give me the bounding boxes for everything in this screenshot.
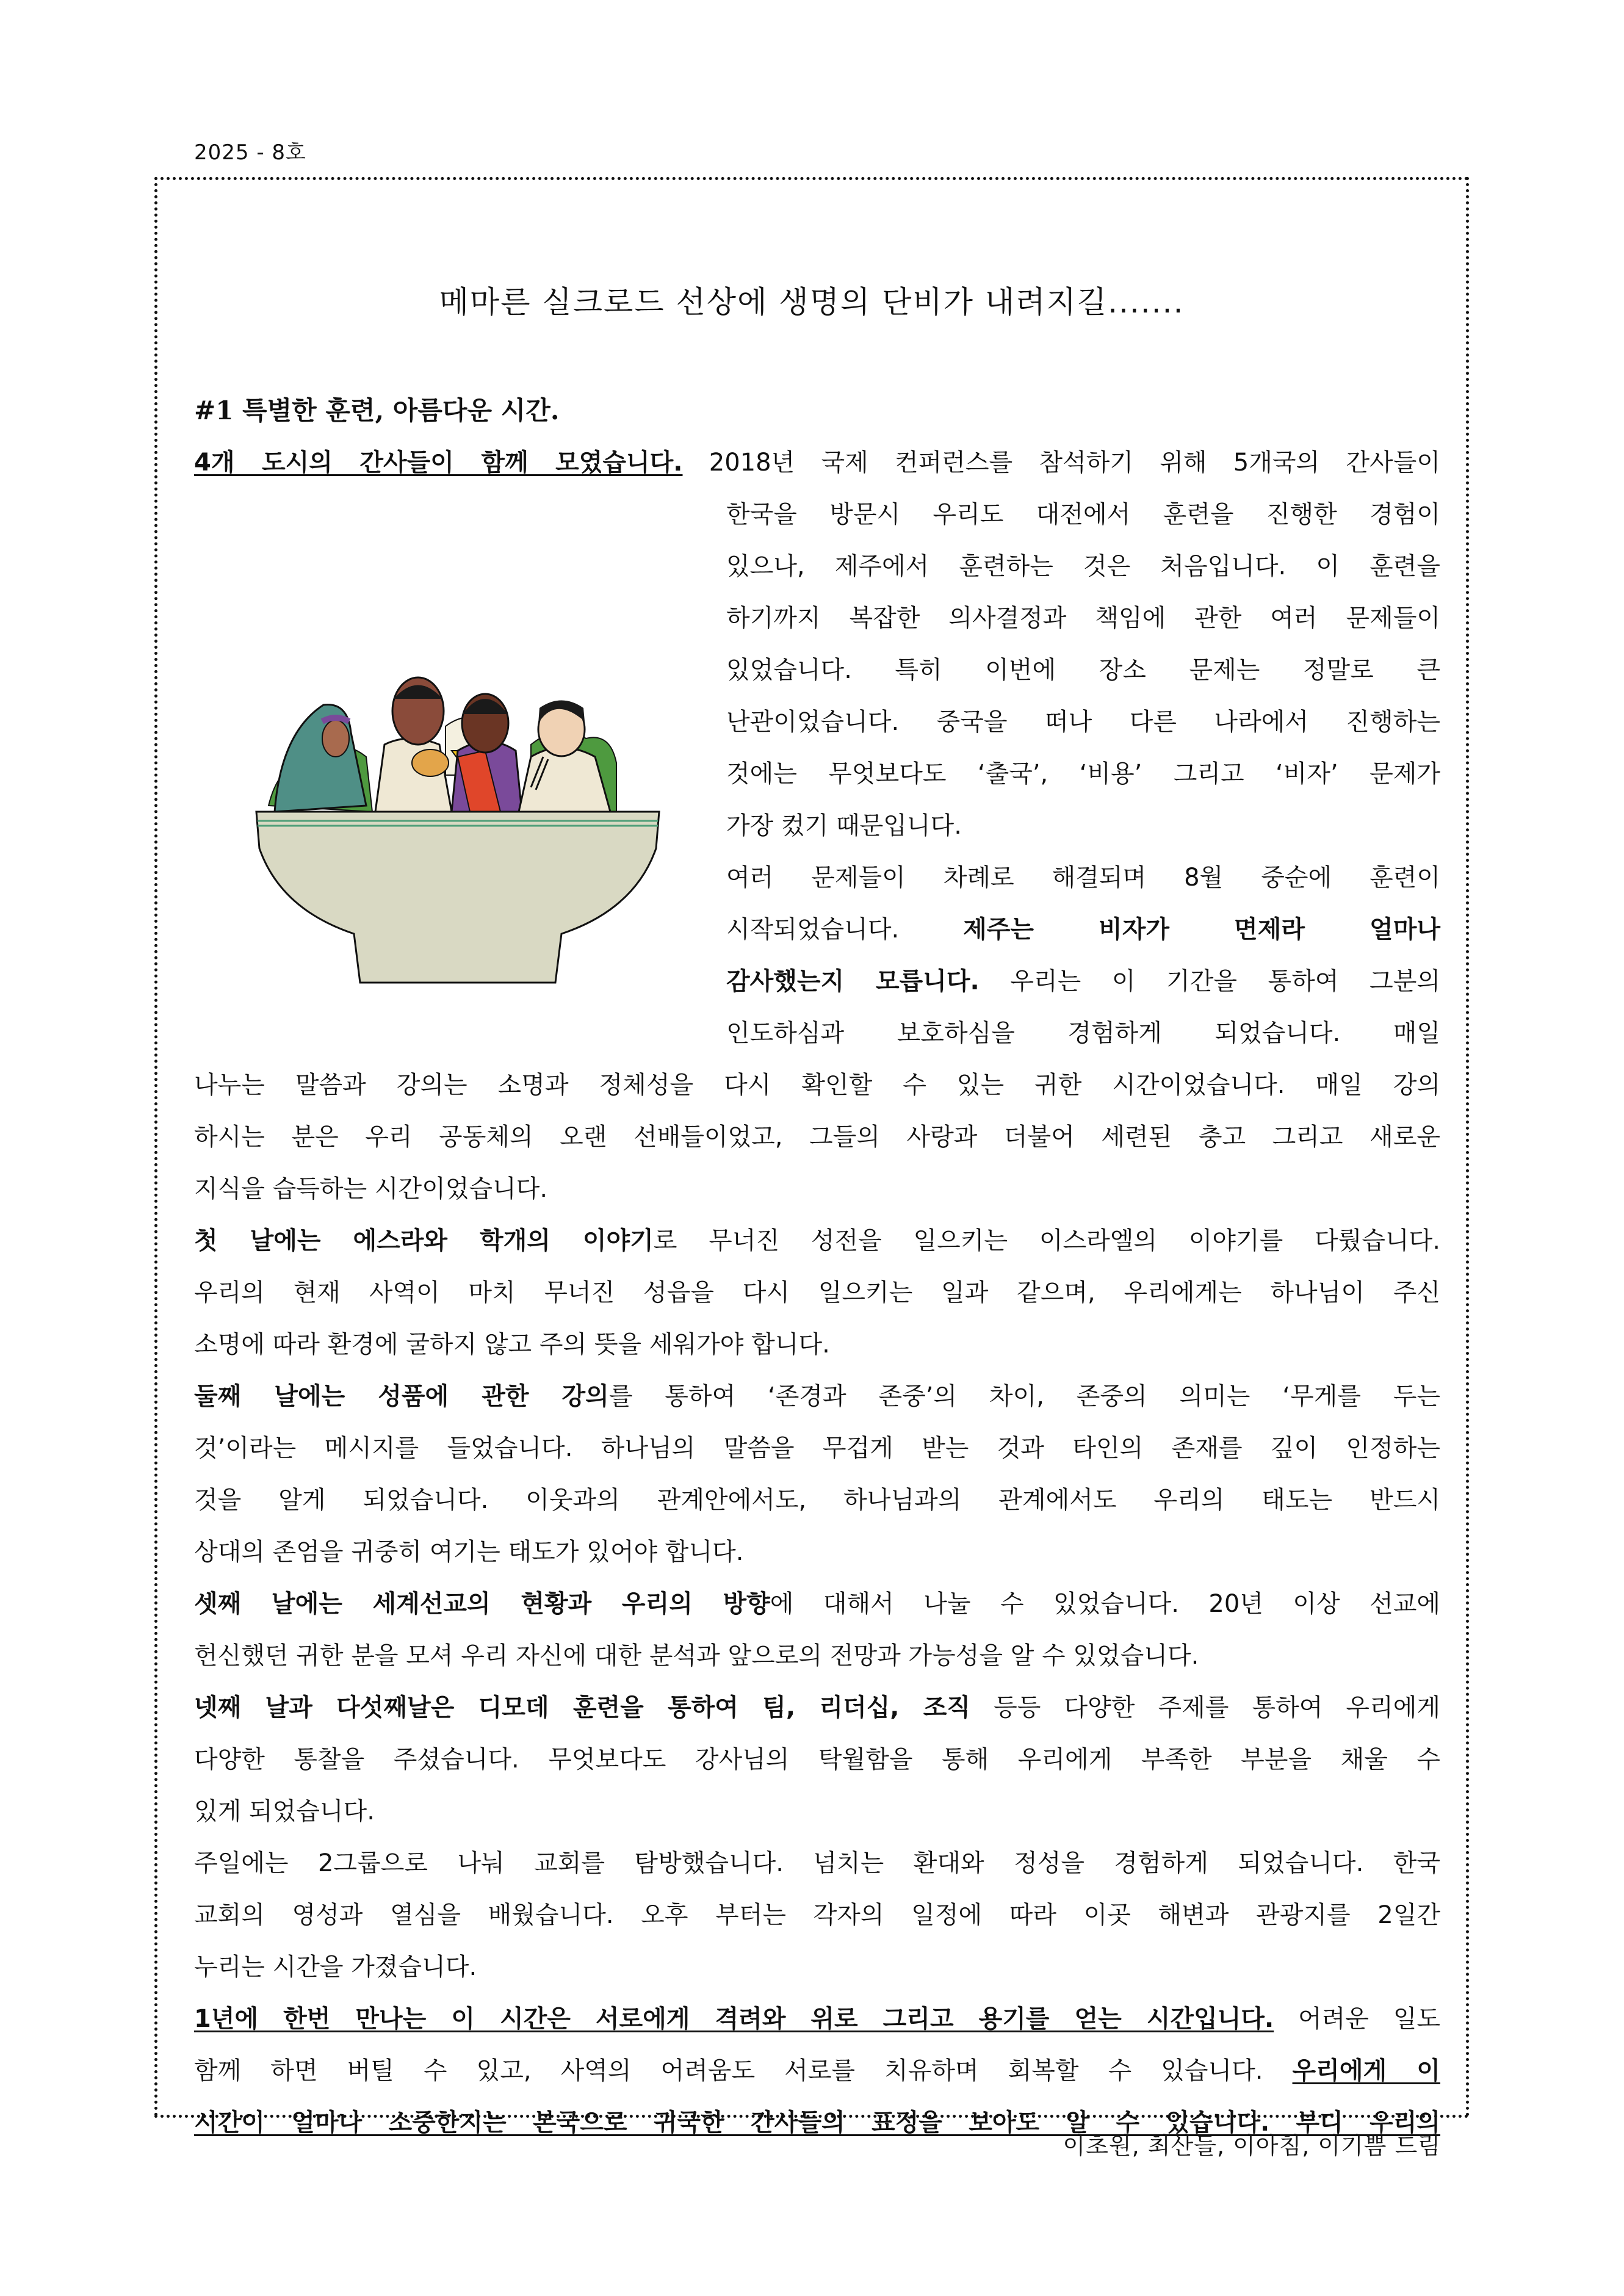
body-text: 시작되었습니다. (726, 915, 964, 944)
body-text: 것’이라는 메시지를 들었습니다. 하나님의 말씀을 무겁게 받는 것과 타인의 존재를 깊이 인정하는 (194, 1434, 1440, 1462)
emphasis-text: 4개 도시의 간사들이 함께 모였습니다. (194, 449, 683, 477)
body-line (726, 548, 1440, 585)
bowl-illustration (244, 665, 671, 995)
body-text: 누리는 시간을 가졌습니다. (194, 1953, 477, 1981)
body-line (194, 1793, 1440, 1830)
body-text: 것에는 무엇보다도 ‘출국’, ‘비용’ 그리고 ‘비자’ 문제가 (726, 760, 1440, 788)
body-line (726, 704, 1440, 740)
body-text: 여러 문제들이 차례로 해결되며 8월 중순에 훈련이 (726, 864, 1440, 892)
body-text: 등등 다양한 주제를 통하여 우리에게 (970, 1694, 1440, 1722)
body-line (194, 1586, 1440, 1622)
body-line (194, 1171, 1440, 1207)
body-text: 하기까지 복잡한 의사결정과 책임에 관한 여러 문제들이 (726, 604, 1440, 632)
body-text: 소명에 따라 환경에 굴하지 않고 주의 뜻을 세워가야 합니다. (194, 1330, 830, 1359)
body-text: 2018년 국제 컨퍼런스를 참석하기 위해 5개국의 간사들이 (682, 449, 1440, 477)
body-line (194, 1326, 1440, 1363)
body-line (194, 1119, 1440, 1155)
body-line (726, 496, 1440, 533)
body-text: 주일에는 2그룹으로 나눠 교회를 탐방했습니다. 넘치는 환대와 정성을 경험하게 되었습니다. 한국 (194, 1849, 1440, 1877)
body-text: 어려운 일도 (1274, 2005, 1440, 2033)
body-line (194, 1430, 1440, 1467)
section-heading: #1 특별한 훈련, 아름다운 시간. (194, 395, 560, 425)
body-text: 우리는 이 기간을 통하여 그분의 (979, 967, 1440, 995)
emphasis-text: 넷째 날과 다섯째날은 디모데 훈련을 통하여 팀, 리더십, 조직 (194, 1694, 971, 1722)
body-line (726, 756, 1440, 792)
body-text: 것을 알게 되었습니다. 이웃과의 관계안에서도, 하나님과의 관계에서도 우리의 태도는 반드시 (194, 1486, 1440, 1514)
body-text: 있게 되었습니다. (194, 1797, 375, 1825)
body-text: 한국을 방문시 우리도 대전에서 훈련을 진행한 경험이 (726, 500, 1440, 529)
body-text: 인도하심과 보호하심을 경험하게 되었습니다. 매일 (726, 1019, 1440, 1047)
body-text: 있으나, 제주에서 훈련하는 것은 처음입니다. 이 훈련을 (726, 552, 1440, 580)
emphasis-text: 시간이 얼마나 소중한지는 본국으로 귀국한 간사들의 표정을 보아도 알 수 있습니다. 부디 우리의 (194, 2109, 1440, 2137)
body-line (194, 1222, 1440, 1259)
body-text: 난관이었습니다. 중국을 떠나 다른 나라에서 진행하는 (726, 708, 1440, 736)
body-line (726, 600, 1440, 637)
body-text: 우리의 현재 사역이 마치 무너진 성읍을 다시 일으키는 일과 같으며, 우리에게는 하나님이 주신 (194, 1279, 1440, 1307)
body-text: 로 무너진 성전을 일으키는 이스라엘의 이야기를 다뤘습니다. (653, 1227, 1440, 1255)
emphasis-text: 1년에 한번 만나는 이 시간은 서로에게 격려와 위로 그리고 용기를 얻는 시간입니다. (194, 2005, 1274, 2033)
body-line (194, 2052, 1440, 2089)
issue-number: 2025 - 8호 (194, 140, 306, 165)
body-line (726, 911, 1440, 948)
body-text: 를 통하여 ‘존경과 존중’의 차이, 존중의 의미는 ‘무게를 두는 (608, 1382, 1440, 1410)
body-line (194, 1637, 1440, 1674)
body-line (726, 807, 1440, 844)
body-text: 있었습니다. 특히 이번에 장소 문제는 정말로 큰 (726, 656, 1440, 684)
body-line (194, 1274, 1440, 1311)
article-title: 메마른 실크로드 선상에 생명의 단비가 내려지길....... (439, 284, 1185, 320)
body-line (726, 652, 1440, 688)
body-line (194, 1378, 1440, 1415)
body-line (726, 1015, 1440, 1052)
body-line (194, 1845, 1440, 1882)
emphasis-text: 제주는 비자가 면제라 얼마나 (963, 915, 1440, 944)
body-line (194, 1949, 1440, 1985)
signature: 이초원, 최산들, 이아침, 이기쁨 드림 (1063, 2132, 1441, 2159)
body-line (726, 963, 1440, 1000)
body-text: 다양한 통찰을 주셨습니다. 무엇보다도 강사님의 탁월함을 통해 우리에게 부족한 부분을 채울 수 (194, 1745, 1440, 1774)
emphasis-text: 첫 날에는 에스라와 학개의 이야기 (194, 1227, 654, 1255)
body-text: 지식을 습득하는 시간이었습니다. (194, 1175, 548, 1203)
body-line (194, 1067, 1440, 1103)
body-text: 하시는 분은 우리 공동체의 오랜 선배들이었고, 그들의 사랑과 더불어 세련된 충고 그리고 새로운 (194, 1123, 1440, 1151)
body-line (194, 1897, 1440, 1933)
body-text: 에 대해서 나눌 수 있었습니다. 20년 이상 선교에 (770, 1590, 1440, 1618)
body-line (194, 2001, 1440, 2037)
body-line (194, 1689, 1440, 1726)
emphasis-text: 우리에게 이 (1292, 2057, 1440, 2085)
emphasis-text: 셋째 날에는 세계선교의 현황과 우리의 방향 (194, 1590, 770, 1618)
body-line (194, 1741, 1440, 1778)
body-text: 상대의 존엄을 귀중히 여기는 태도가 있어야 합니다. (194, 1538, 744, 1566)
body-line (726, 859, 1440, 896)
body-text: 헌신했던 귀한 분을 모셔 우리 자신에 대한 분석과 앞으로의 전망과 가능성을 알 수 있었습니다. (194, 1642, 1199, 1670)
body-line (194, 444, 1440, 481)
body-text: 함께 하면 버틸 수 있고, 사역의 어려움도 서로를 치유하며 회복할 수 있습니다. (194, 2057, 1293, 2085)
emphasis-text: 감사했는지 모릅니다. (726, 967, 980, 995)
body-text: 가장 컸기 때문입니다. (726, 812, 962, 840)
emphasis-text: 둘째 날에는 성품에 관한 강의 (194, 1382, 609, 1410)
body-line (194, 1482, 1440, 1518)
body-text: 교회의 영성과 열심을 배웠습니다. 오후 부터는 각자의 일정에 따라 이곳 해변과 관광지를 2일간 (194, 1901, 1440, 1929)
body-line (194, 1534, 1440, 1570)
body-text: 나누는 말씀과 강의는 소명과 정체성을 다시 확인할 수 있는 귀한 시간이었습니다. 매일 강의 (194, 1071, 1440, 1099)
